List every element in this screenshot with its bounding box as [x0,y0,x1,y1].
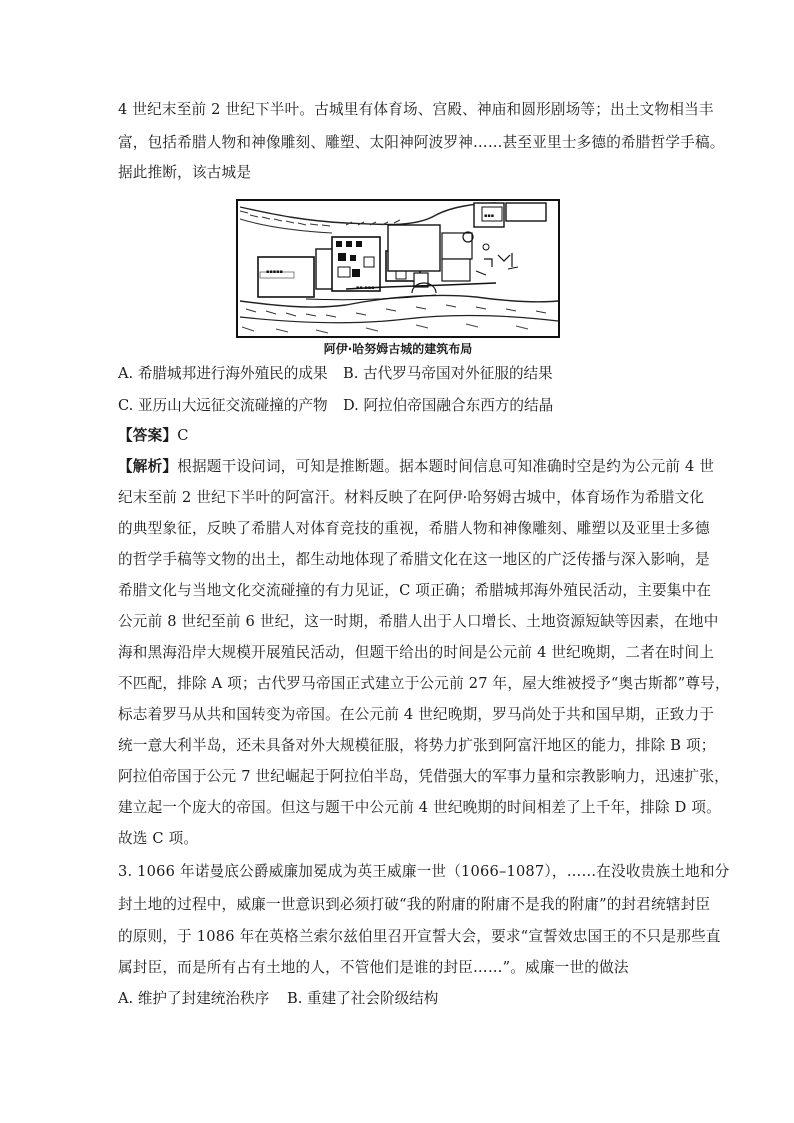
q3-stem-line-1: 3. 1066 年诺曼底公爵威廉加冕成为英王威廉一世（1066–1087），……在没收贵族土地和分 [118,863,730,880]
q2-stem-line-3: 据此推断，该古城是 [118,164,252,181]
analysis-text-1: 根据题干设问词，可知是推断题。据本题时间信息可知准确时空是约为公元前 4 世 [177,458,715,475]
site-plan-drawing [236,197,560,339]
q3-stem-line-3: 的原则，于 1086 年在英格兰索尔兹伯里召开宣誓大会，要求“宣誓效忠国王的不只是那些直 [118,928,721,945]
svg-text:▪▪ ▪▪▪: ▪▪ ▪▪▪ [356,285,375,291]
answer-line [118,426,189,446]
analysis-line-11: 阿拉伯帝国于公元 7 世纪崛起于阿拉伯半岛，凭借强大的军事力量和宗教影响力，迅速扩张， [118,768,729,785]
analysis-line-6: 公元前 8 世纪至前 6 世纪，这一时期，希腊人出于人口增长、土地资源短缺等因素，在地中 [118,613,719,630]
answer-value: C [177,427,189,444]
analysis-line-7: 海和黑海沿岸大规模开展殖民活动，但题干给出的时间是公元前 4 世纪晚期，二者在时间上 [118,644,715,661]
analysis-line-12: 建立起一个庞大的帝国。但这与题干中公元前 4 世纪晚期的时间相差了上千年，排除 D 项。 [118,799,721,816]
q2-option-b: B. 古代罗马帝国对外征服的结果 [343,365,553,382]
site-plan-figure [236,197,560,339]
q3-option-a: A. 维护了封建统治秩序 [118,990,270,1007]
q2-stem-line-1: 4 世纪末至前 2 世纪下半叶。古城里有体育场、宫殿、神庙和圆形剧场等；出土文物相当丰 [118,101,714,118]
q2-option-c: C. 亚历山大远征交流碰撞的产物 [118,397,328,414]
analysis-line-2: 纪末至前 2 世纪下半叶的阿富汗。材料反映了在阿伊·哈努姆古城中，体育场作为希腊文化 [118,489,705,506]
analysis-line-3: 的典型象征，反映了希腊人对体育竞技的重视，希腊人物和神像雕刻、雕塑以及亚里士多德 [118,520,710,537]
svg-text:▪▪▪: ▪▪▪ [484,213,495,219]
svg-text:▪▪▪▪▪: ▪▪▪▪▪ [266,269,283,275]
analysis-line-8: 不匹配，排除 A 项；古代罗马帝国正式建立于公元前 27 年，屋大维被授予“奥古斯都”尊号， [118,675,730,692]
analysis-line-13: 故选 C 项。 [118,830,199,847]
q3-stem-line-4: 属封臣，而是所有占有土地的人，不管他们是谁的封臣……”。威廉一世的做法 [118,959,629,976]
analysis-line-1 [118,457,714,477]
figure-caption: 阿伊·哈努姆古城的建筑布局 [323,342,473,356]
q2-option-a: A. 希腊城邦进行海外殖民的成果 [118,365,328,382]
analysis-line-4: 的哲学手稿等文物的出土，都生动地体现了希腊文化在这一地区的广泛传播与深入影响，是 [118,551,710,568]
analysis-line-9: 标志着罗马从共和国转变为帝国。在公元前 4 世纪晚期，罗马尚处于共和国早期，正致力于 [118,706,715,723]
analysis-line-5: 希腊文化与当地文化交流碰撞的有力见证，C 项正确；希腊城邦海外殖民活动，主要集中在 [118,582,712,599]
analysis-line-10: 统一意大利半岛，还未具备对外大规模征服，将势力扩张到阿富汗地区的能力，排除 B 项； [118,737,716,754]
q2-option-d: D. 阿拉伯帝国融合东西方的结晶 [343,397,554,414]
q2-stem-line-2: 富，包括希腊人物和神像雕刻、雕塑、太阳神阿波罗神……甚至亚里士多德的希腊哲学手稿。 [118,134,725,151]
analysis-label: 【解析】 [118,458,178,475]
answer-label: 【答案】 [118,427,178,444]
q3-stem-line-2: 封土地的过程中，威廉一世意识到必须打破“我的附庸的附庸不是我的附庸”的封君统辖封臣 [118,896,711,913]
q3-option-b: B. 重建了社会阶级结构 [287,990,439,1007]
